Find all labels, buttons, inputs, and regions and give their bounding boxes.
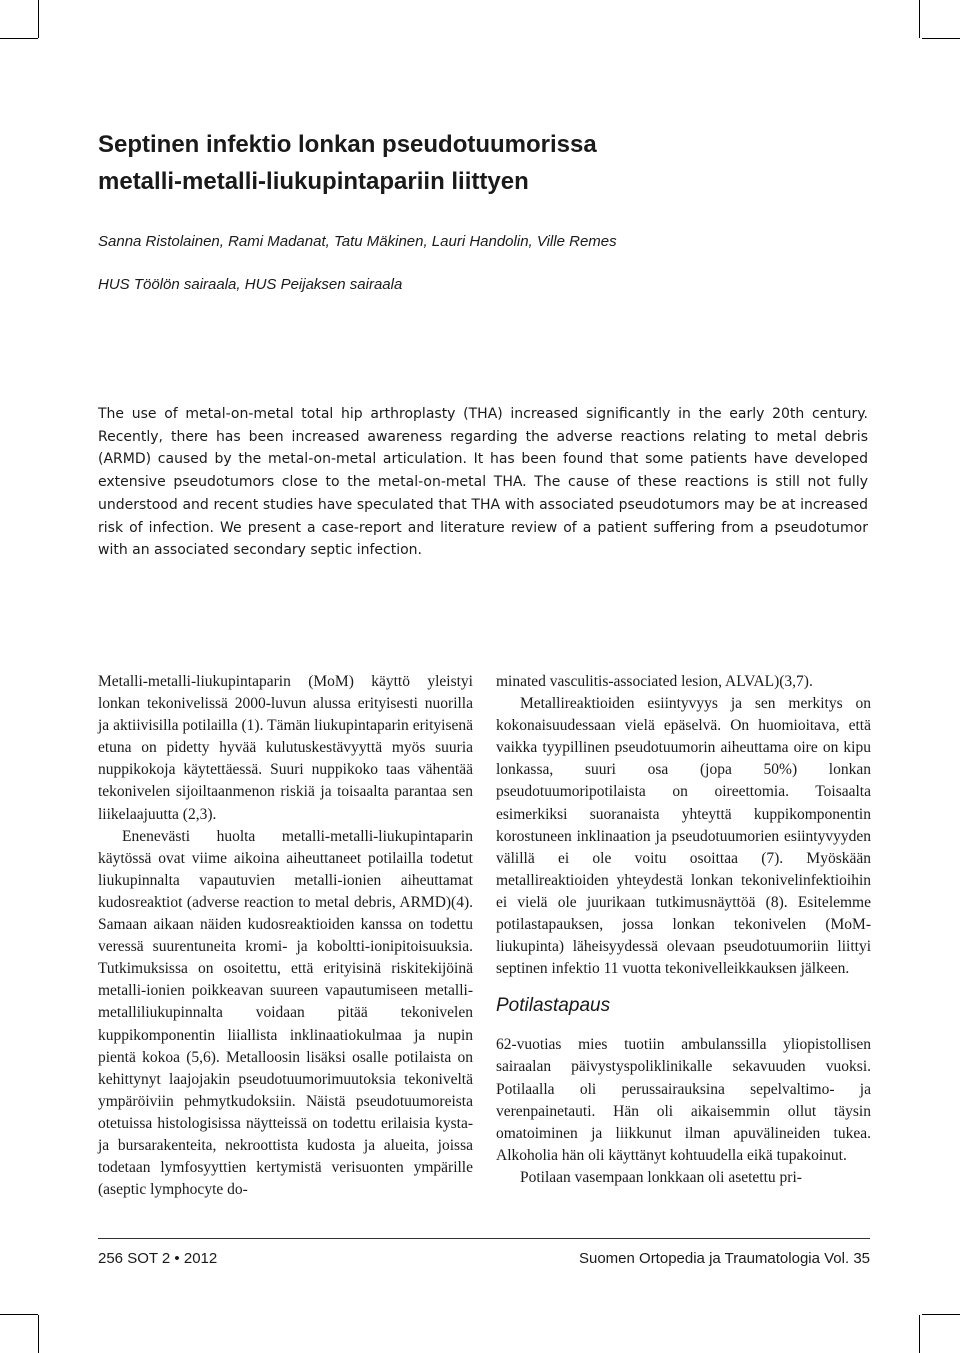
- crop-mark: [919, 1315, 920, 1353]
- crop-mark: [919, 0, 920, 38]
- footer-issue: 256 SOT 2 • 2012: [98, 1250, 218, 1267]
- paragraph: Metallireaktioiden esiintyvyys ja sen merkitys on kokonaisuudessaan vielä epäselvä. On huomioitava, että vaikka tyypillinen pseudotuumorin aiheuttama oire on kipu lonkassa, suuri osa (jopa 50%) lonkan pseudotuumoripotilaista on oireettomia. Toisaalta esimerkiksi suoranaista yhteyttä kuppikomponentin korostuneen inklinaation ja pseudotuumorien esiintyvyyden välillä ei ole voitu osoittaa (7). Myöskään metallireaktioiden yhteydestä lonkan tekonivelinfektioihin ei vielä ole juurikaan tutkimusnäyttöä (8). Esitelemme potilastapauksen, jossa lonkan tekonivelen (MoM-liukupinta) läheisyydessä olevaan pseudotuumoriin liittyi septinen infektio 11 vuotta tekonivelleikkauksen jälkeen.: [496, 695, 871, 978]
- article-title: [98, 126, 878, 200]
- body-column-right: [496, 671, 871, 1189]
- paragraph: 62-vuotias mies tuotiin ambulanssilla yliopistollisen sairaalan päivystyspoliklinikalle sekavuuden vuoksi. Potilaalla oli perussairauksina sepelvaltimo- ja verenpainetauti. Hän oli aikaisemmin ollut täysin omatoiminen ja liikkunut ilman apuvälineiden tukea. Alkoholia hän oli käyttänyt kohtuudella eikä tupakoinut.: [496, 1036, 871, 1164]
- abstract: The use of metal-on-metal total hip arthroplasty (THA) increased significantly in the early 20th century. Recently, there has been increased awareness regarding the adverse reactions relating to metal debris (ARMD) caused by the metal-on-metal articulation. It has been found that some patients have developed extensive pseudotumors close to the metal-on-metal THA. The cause of these reactions is still not fully understood and recent studies have speculated that THA with associated pseudotumors may be at increased risk of infection. We present a case-report and literature review of a patient suffering from a pseudotumor with an associated secondary septic infection.: [98, 406, 868, 559]
- paragraph: Enenevästi huolta metalli-metalli-liukupintaparin käytössä ovat viime aikoina aiheuttaneet potilailla todetut liukupinnalta vapautuvien metalli-ionien aiheuttamat kudosreaktiot (adverse reaction to metal debris, ARMD)(4). Samaan aikaan näiden kudosreaktioiden kanssa on todettu veressä suurentuneita kromi- ja koboltti-ionipitoisuuksia. Tutkimuksissa on osoitettu, että erityisinä riskitekijöinä metalli-ionien poikkeavan suureen vapautumiseen metalli-metalliliukupinnalta voidaan pitää tekonivelen kuppikomponentin liiallista inklinaatiokulmaa ja nupin pientä kokoa (5,6). Metalloosin lisäksi osalle potilaista on kehittynyt laajojakin pseudotuumorimuutoksia tekoniveltä ympäröiviin pehmytkudoksiin. Näistä pseudotuumoreista otetuissa histologisissa näytteissä on todettu erilaisia kysta- ja bursarakenteita, nekroottista kudosta ja alueita, joissa todetaan lymfosyyttien kertymistä verisuonten ympärille (aseptic lymphocyte do-: [98, 827, 473, 1199]
- title-line-1: Septinen infektio lonkan pseudotuumorissa: [98, 131, 597, 158]
- affiliation: HUS Töölön sairaala, HUS Peijaksen sairaala: [98, 276, 403, 293]
- section-heading: Potilastapaus: [496, 995, 611, 1017]
- crop-mark: [0, 38, 38, 39]
- crop-mark: [922, 1314, 960, 1315]
- title-line-2: metalli-metalli-liukupintapariin liittyen: [98, 168, 529, 195]
- body-column-left: [98, 671, 473, 1201]
- paragraph: Potilaan vasempaan lonkkaan oli asetettu pri-: [520, 1168, 802, 1186]
- crop-mark: [0, 1314, 38, 1315]
- authors: Sanna Ristolainen, Rami Madanat, Tatu Mäkinen, Lauri Handolin, Ville Remes: [98, 233, 617, 250]
- crop-mark: [38, 1315, 39, 1353]
- crop-mark: [922, 38, 960, 39]
- footer-rule: [98, 1238, 870, 1239]
- crop-mark: [38, 0, 39, 38]
- footer-journal: Suomen Ortopedia ja Traumatologia Vol. 35: [578, 1250, 870, 1267]
- paragraph: Metalli-metalli-liukupintaparin (MoM) käyttö yleistyi lonkan tekonivelissä 2000-luvun alussa erityisesti nuorilla ja aktiivisilla potilailla (1). Tämän liukupintaparin erityisenä etuna on pidetty hyvää kulutuskestävyyttä myös suuria nuppikokoja käytettäessä. Suuri nuppikoko taas vähentää tekonivelen sijoiltaanmenon riskiä ja toisaalta parantaa sen liikelaajuutta (2,3).: [98, 673, 473, 823]
- paragraph: minated vasculitis-associated lesion, ALVAL)(3,7).: [496, 673, 813, 690]
